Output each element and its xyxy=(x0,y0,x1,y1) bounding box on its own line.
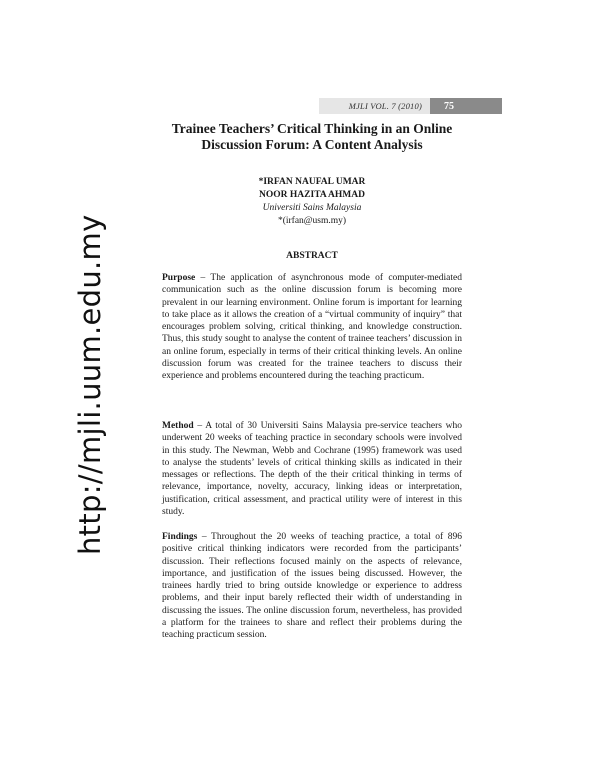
purpose-label: Purpose xyxy=(162,273,196,283)
running-header xyxy=(162,98,502,114)
paper-title xyxy=(162,121,462,153)
findings-text: – Throughout the 20 weeks of teaching practice, a total of 896 positive critical thinking indicators were recorded from the participants’ discussion. Their reflections focused mainly on the aspects of relevance, importance, and justification of the issues being discussed. However, the trainees hardly tried to bring outside knowledge or experience to address problems, and their input barely reflected their width of understanding in discussing the issues. The online discussion forum, nevertheless, has provided a platform for the trainees to share and reflect their problems during the teaching practicum session. xyxy=(162,532,462,641)
author-email: *(irfan@usm.my) xyxy=(277,216,347,226)
url-watermark: http://mjli.uum.edu.my xyxy=(73,214,107,555)
method-text: – A total of 30 Universiti Sains Malaysia pre-service teachers who underwent 20 weeks of teaching practice in secondary schools were involved in this study. The Newman, Webb and Cochrane (1995) framework was used to analyse the students’ levels of critical thinking skills as indicated in their messages or reflections. The depth of the their critical thinking in terms of relevance, importance, novelty, accuracy, linking ideas or interpretation, justification, critical assessment, and practical utility were of interest in this study. xyxy=(162,421,462,518)
journal-volume-label: MJLI VOL. 7 (2010) xyxy=(319,98,430,114)
abstract-heading: ABSTRACT xyxy=(286,251,338,261)
abstract-purpose-paragraph xyxy=(162,272,462,383)
findings-label: Findings xyxy=(162,532,198,542)
title-line-1: Trainee Teachers’ Critical Thinking in an Online xyxy=(171,121,453,136)
author-block xyxy=(162,176,462,228)
page-number: 75 xyxy=(430,98,502,114)
abstract-findings-paragraph xyxy=(162,531,462,642)
author-affiliation: Universiti Sains Malaysia xyxy=(262,203,362,213)
method-label: Method xyxy=(162,421,194,431)
purpose-text: – The application of asynchronous mode of computer-mediated communication such as the online discussion forum is becoming more prevalent in our learning environment. Online forum is important for learning to take place as it allows the creation of a “virtual community of inquiry” that encourages problem solving, critical thinking, and knowledge construction. Thus, this study sought to analyse the content of trainee teachers’ discussion in an online forum, especially in terms of their critical thinking levels. An online discussion forum was created for the trainee teachers to discuss their experience and problems encountered during the teaching practicum. xyxy=(162,273,462,382)
title-line-2: Discussion Forum: A Content Analysis xyxy=(201,137,423,152)
author-name: *IRFAN NAUFAL UMAR xyxy=(258,177,366,187)
abstract-method-paragraph xyxy=(162,420,462,518)
author-name: NOOR HAZITA AHMAD xyxy=(259,190,365,200)
